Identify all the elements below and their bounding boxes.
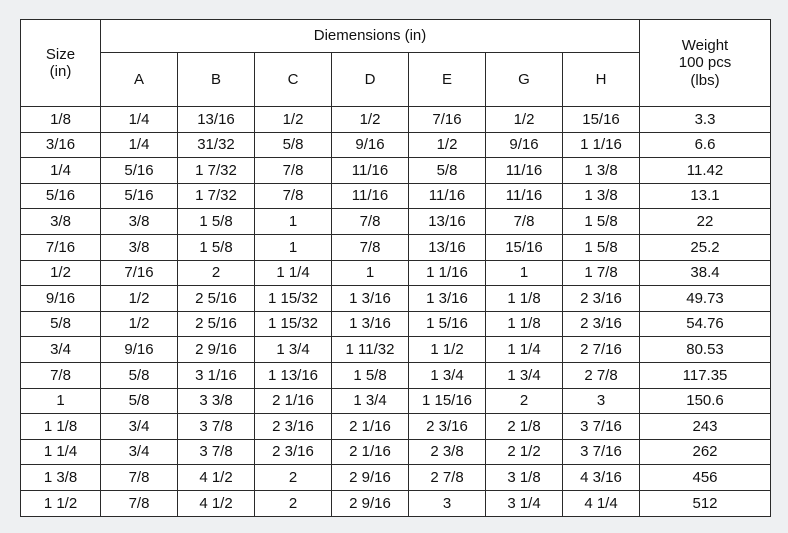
cell-d: 9/16 [332,132,409,158]
cell-g: 1 1/4 [486,337,563,363]
cell-size: 1 3/8 [21,465,101,491]
table-row [21,183,771,209]
cell-c: 1 [255,209,332,235]
cell-a: 3/8 [101,234,178,260]
cell-e: 3 [409,490,486,516]
cell-h: 1 1/16 [563,132,640,158]
header-col-e: E [409,53,486,107]
cell-e: 5/8 [409,158,486,184]
header-col-a: A [101,53,178,107]
cell-b: 1 7/32 [178,183,255,209]
cell-c: 1 [255,234,332,260]
cell-d: 1 3/4 [332,388,409,414]
cell-a: 1/2 [101,286,178,312]
cell-size: 1/2 [21,260,101,286]
cell-c: 1 15/32 [255,311,332,337]
dimensions-table [20,19,771,517]
cell-d: 2 9/16 [332,465,409,491]
cell-weight: 117.35 [640,362,771,388]
cell-e: 2 3/16 [409,414,486,440]
cell-a: 5/8 [101,388,178,414]
cell-d: 1/2 [332,107,409,133]
cell-c: 1/2 [255,107,332,133]
header-col-d: D [332,53,409,107]
cell-size: 1/4 [21,158,101,184]
cell-d: 2 1/16 [332,414,409,440]
cell-h: 2 7/8 [563,362,640,388]
cell-e: 11/16 [409,183,486,209]
cell-c: 1 15/32 [255,286,332,312]
cell-g: 1 1/8 [486,311,563,337]
cell-a: 9/16 [101,337,178,363]
header-weight [640,20,771,107]
cell-size: 1 1/4 [21,439,101,465]
table-row [21,362,771,388]
header-size [21,20,101,107]
cell-e: 1 3/16 [409,286,486,312]
cell-h: 2 7/16 [563,337,640,363]
cell-c: 2 [255,465,332,491]
cell-weight: 22 [640,209,771,235]
cell-a: 3/4 [101,439,178,465]
table-row [21,490,771,516]
cell-g: 2 1/2 [486,439,563,465]
cell-size: 1 1/8 [21,414,101,440]
cell-size: 7/8 [21,362,101,388]
cell-g: 1 1/8 [486,286,563,312]
cell-a: 1/4 [101,132,178,158]
header-weight-label: Weight 100 pcs (lbs) [678,37,732,89]
cell-size: 5/8 [21,311,101,337]
cell-a: 1/4 [101,107,178,133]
cell-b: 13/16 [178,107,255,133]
table-row [21,388,771,414]
cell-c: 7/8 [255,158,332,184]
cell-g: 2 1/8 [486,414,563,440]
cell-d: 1 3/16 [332,286,409,312]
cell-size: 1 1/2 [21,490,101,516]
cell-g: 11/16 [486,158,563,184]
cell-a: 3/8 [101,209,178,235]
cell-d: 1 5/8 [332,362,409,388]
cell-d: 11/16 [332,158,409,184]
cell-h: 1 3/8 [563,158,640,184]
cell-d: 1 3/16 [332,311,409,337]
cell-b: 31/32 [178,132,255,158]
cell-b: 3 7/8 [178,439,255,465]
cell-e: 1 15/16 [409,388,486,414]
table-row [21,209,771,235]
cell-h: 1 5/8 [563,234,640,260]
cell-size: 3/8 [21,209,101,235]
cell-weight: 38.4 [640,260,771,286]
cell-e: 1 1/16 [409,260,486,286]
cell-e: 1 5/16 [409,311,486,337]
cell-b: 3 7/8 [178,414,255,440]
table-row [21,439,771,465]
cell-weight: 456 [640,465,771,491]
cell-g: 1 [486,260,563,286]
cell-g: 11/16 [486,183,563,209]
cell-g: 1/2 [486,107,563,133]
cell-weight: 243 [640,414,771,440]
cell-d: 11/16 [332,183,409,209]
cell-size: 7/16 [21,234,101,260]
cell-size: 9/16 [21,286,101,312]
cell-g: 3 1/4 [486,490,563,516]
cell-weight: 150.6 [640,388,771,414]
cell-g: 15/16 [486,234,563,260]
header-row-top [21,20,771,53]
header-col-b: B [178,53,255,107]
cell-h: 3 [563,388,640,414]
header-size-label: Size (in) [45,45,76,80]
cell-g: 9/16 [486,132,563,158]
cell-c: 5/8 [255,132,332,158]
header-col-g: G [486,53,563,107]
cell-b: 2 5/16 [178,286,255,312]
cell-c: 2 3/16 [255,439,332,465]
table-row [21,465,771,491]
cell-weight: 49.73 [640,286,771,312]
cell-c: 1 1/4 [255,260,332,286]
cell-weight: 512 [640,490,771,516]
cell-d: 2 9/16 [332,490,409,516]
cell-h: 4 3/16 [563,465,640,491]
cell-weight: 80.53 [640,337,771,363]
cell-size: 1 [21,388,101,414]
cell-c: 2 1/16 [255,388,332,414]
cell-h: 1 3/8 [563,183,640,209]
table-row [21,311,771,337]
cell-g: 2 [486,388,563,414]
cell-e: 2 3/8 [409,439,486,465]
cell-size: 5/16 [21,183,101,209]
cell-a: 5/16 [101,158,178,184]
cell-h: 1 7/8 [563,260,640,286]
cell-a: 5/16 [101,183,178,209]
cell-h: 4 1/4 [563,490,640,516]
cell-a: 5/8 [101,362,178,388]
cell-a: 7/8 [101,465,178,491]
header-col-h: H [563,53,640,107]
table-row [21,132,771,158]
cell-weight: 25.2 [640,234,771,260]
cell-a: 1/2 [101,311,178,337]
table-row [21,260,771,286]
cell-h: 2 3/16 [563,286,640,312]
cell-d: 2 1/16 [332,439,409,465]
cell-h: 2 3/16 [563,311,640,337]
cell-b: 4 1/2 [178,490,255,516]
cell-e: 13/16 [409,209,486,235]
header-col-c: C [255,53,332,107]
cell-c: 2 3/16 [255,414,332,440]
cell-g: 1 3/4 [486,362,563,388]
cell-h: 1 5/8 [563,209,640,235]
cell-b: 1 7/32 [178,158,255,184]
header-dimensions-group: Diemensions (in) [101,20,640,53]
cell-b: 3 1/16 [178,362,255,388]
cell-size: 3/4 [21,337,101,363]
cell-size: 1/8 [21,107,101,133]
cell-e: 1 3/4 [409,362,486,388]
cell-weight: 11.42 [640,158,771,184]
cell-e: 1 1/2 [409,337,486,363]
cell-a: 3/4 [101,414,178,440]
cell-a: 7/8 [101,490,178,516]
cell-g: 3 1/8 [486,465,563,491]
cell-d: 1 [332,260,409,286]
cell-h: 3 7/16 [563,414,640,440]
cell-b: 2 [178,260,255,286]
dimensions-table-container [20,19,770,517]
cell-e: 13/16 [409,234,486,260]
cell-c: 2 [255,490,332,516]
cell-a: 7/16 [101,260,178,286]
table-row [21,414,771,440]
table-row [21,286,771,312]
cell-weight: 54.76 [640,311,771,337]
cell-g: 7/8 [486,209,563,235]
cell-c: 1 13/16 [255,362,332,388]
cell-b: 3 3/8 [178,388,255,414]
cell-e: 2 7/8 [409,465,486,491]
cell-weight: 3.3 [640,107,771,133]
cell-e: 1/2 [409,132,486,158]
cell-c: 1 3/4 [255,337,332,363]
table-row [21,158,771,184]
cell-b: 1 5/8 [178,234,255,260]
cell-c: 7/8 [255,183,332,209]
cell-d: 7/8 [332,209,409,235]
cell-size: 3/16 [21,132,101,158]
cell-b: 2 9/16 [178,337,255,363]
cell-b: 2 5/16 [178,311,255,337]
cell-weight: 262 [640,439,771,465]
table-row [21,337,771,363]
cell-h: 3 7/16 [563,439,640,465]
cell-b: 1 5/8 [178,209,255,235]
table-row [21,107,771,133]
table-body [21,107,771,517]
cell-e: 7/16 [409,107,486,133]
cell-d: 7/8 [332,234,409,260]
cell-weight: 6.6 [640,132,771,158]
cell-b: 4 1/2 [178,465,255,491]
table-row [21,234,771,260]
cell-d: 1 11/32 [332,337,409,363]
cell-weight: 13.1 [640,183,771,209]
cell-h: 15/16 [563,107,640,133]
